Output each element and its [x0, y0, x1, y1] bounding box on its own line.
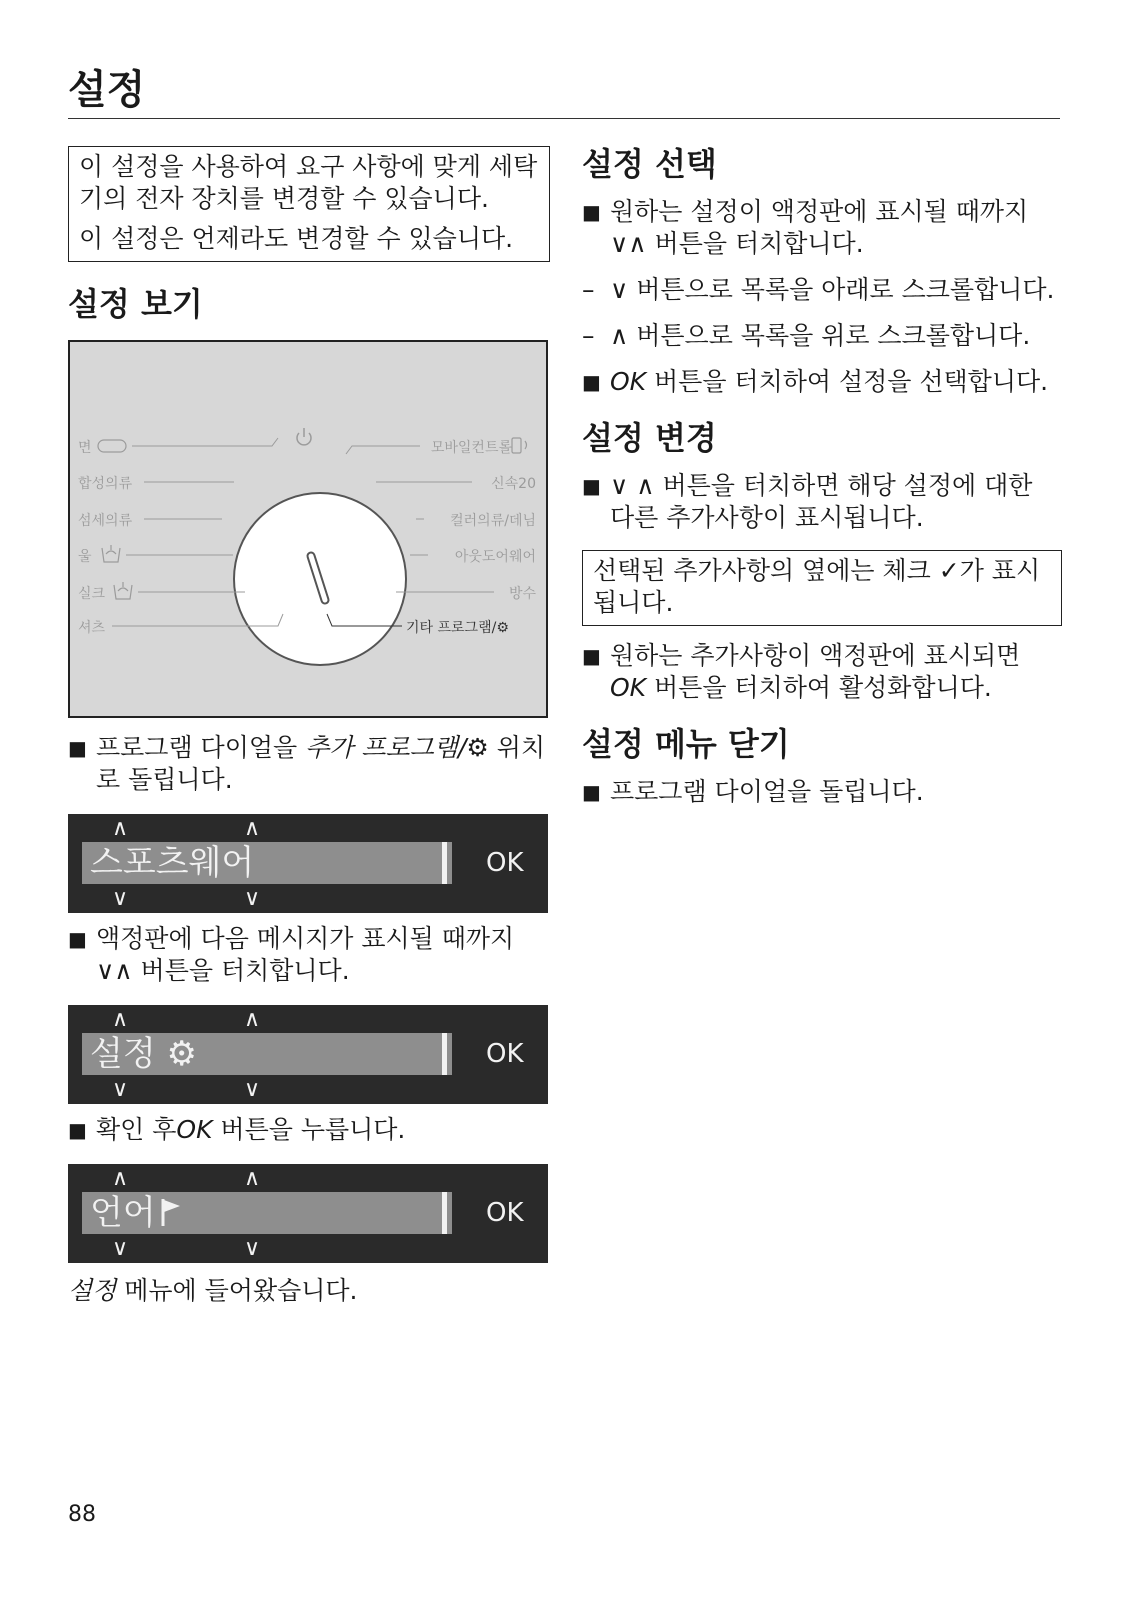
flag-icon: [160, 1197, 182, 1227]
panel-label-right-2: 신속20: [491, 476, 536, 492]
bullet: ■: [68, 927, 87, 951]
page-title: 설정: [68, 67, 146, 113]
silk-icon: [114, 582, 132, 599]
display-scroll: [442, 842, 447, 884]
phone-icon: [512, 438, 527, 453]
step-1: ■ 프로그램 다이얼을 추가 프로그램/⚙ 위치로 돌립니다.: [68, 733, 546, 794]
ok-button[interactable]: OK: [486, 1039, 524, 1069]
wool-icon: [102, 545, 120, 562]
select-item-1: ■ 원하는 설정이 액정판에 표시될 때까지 ∨∧ 버튼을 터치합니다.: [582, 197, 1029, 258]
display-3: [68, 1164, 548, 1263]
dash-bullet: –: [582, 321, 595, 350]
bullet: ■: [582, 200, 601, 224]
up-button-2[interactable]: ∧: [244, 1007, 261, 1032]
bullet: ■: [582, 644, 601, 668]
power-icon: [297, 428, 311, 445]
cotton-icon: [98, 440, 126, 452]
step-2: ■ 액정판에 다음 메시지가 표시될 때까지 ∨∧ 버튼을 터치합니다.: [68, 924, 515, 985]
ok-button[interactable]: OK: [486, 1198, 524, 1228]
display-scroll: [442, 1033, 447, 1075]
up-button-1[interactable]: ∧: [112, 816, 129, 841]
select-item-2: – ∨ 버튼으로 목록을 아래로 스크롤합니다.: [582, 275, 1055, 304]
panel-label-left-3: 섬세의류: [78, 513, 133, 529]
close-heading: 설정 메뉴 닫기: [582, 725, 790, 763]
check-note: 선택된 추가사항의 옆에는 체크 ✓가 표시됩니다.: [593, 556, 1041, 617]
panel-label-left-4: 울: [78, 549, 92, 565]
change-item-2: ■ 원하는 추가사항이 액정판에 표시되면 OK 버튼을 터치하여 활성화합니다.: [582, 641, 1021, 702]
select-item-3: – ∧ 버튼으로 목록을 위로 스크롤합니다.: [582, 321, 1031, 350]
select-heading: 설정 선택: [582, 145, 717, 183]
bullet: ■: [582, 780, 601, 804]
down-button-1[interactable]: ∨: [112, 886, 129, 911]
bullet: ■: [68, 736, 87, 760]
change-item-1: ■ ∨ ∧ 버튼을 터치하면 해당 설정에 대한 다른 추가사항이 표시됩니다.: [582, 471, 1033, 532]
closing-text: 설정 메뉴에 들어왔습니다.: [68, 1276, 358, 1305]
up-button-1[interactable]: ∧: [112, 1166, 129, 1191]
display-text: 스포츠웨어: [90, 843, 255, 883]
up-button-1[interactable]: ∧: [112, 1007, 129, 1032]
left-column: [68, 146, 550, 1307]
gear-icon: ⚙: [496, 620, 509, 636]
step-3: ■ 확인 후OK 버튼을 누릅니다.: [68, 1115, 406, 1144]
panel-label-left-5: 실크: [78, 586, 106, 602]
change-heading: 설정 변경: [582, 419, 717, 457]
down-button-1[interactable]: ∨: [112, 1236, 129, 1261]
up-button-2[interactable]: ∧: [244, 1166, 261, 1191]
intro-text-2: 이 설정은 언제라도 변경할 수 있습니다.: [79, 224, 514, 253]
panel-label-left-6: 셔츠: [78, 620, 106, 636]
panel-label-right-3: 컬러의류/데님: [450, 513, 536, 529]
panel-label-left-2: 합성의류: [78, 476, 133, 492]
down-button-2[interactable]: ∨: [244, 1236, 261, 1261]
right-column: [582, 144, 1062, 808]
bullet: ■: [582, 370, 601, 394]
title-rule: [68, 118, 1060, 119]
bullet: ■: [68, 1118, 87, 1142]
page-number: 88: [68, 1502, 96, 1527]
gear-icon: ⚙: [166, 1034, 197, 1074]
intro-text-1: 이 설정을 사용하여 요구 사항에 맞게 세탁기의 전자 장치를 변경할 수 있습니다.: [79, 152, 538, 213]
display-1: [68, 814, 548, 913]
down-button-2[interactable]: ∨: [244, 1077, 261, 1102]
check-note-box: [582, 550, 1062, 626]
display-scroll: [442, 1192, 447, 1234]
close-item-1: ■ 프로그램 다이얼을 돌립니다.: [582, 777, 924, 806]
panel-label-right-5: 방수: [508, 586, 536, 602]
down-button-1[interactable]: ∨: [112, 1077, 129, 1102]
down-button-2[interactable]: ∨: [244, 886, 261, 911]
control-panel: [68, 340, 548, 718]
panel-label-right-6: 기타 프로그램/⚙: [406, 620, 509, 636]
dash-bullet: –: [582, 275, 595, 304]
ok-button[interactable]: OK: [486, 848, 524, 878]
view-heading: 설정 보기: [68, 285, 203, 323]
up-button-2[interactable]: ∧: [244, 816, 261, 841]
bullet: ■: [582, 474, 601, 498]
display-2: [68, 1005, 548, 1104]
select-item-4: ■ OK 버튼을 터치하여 설정을 선택합니다.: [582, 367, 1049, 396]
panel-label-left-1: 면: [78, 440, 92, 456]
display-text: 설정 ⚙: [90, 1034, 197, 1074]
panel-label-right-4: 아웃도어웨어: [454, 549, 536, 565]
check-icon: ✓: [938, 556, 960, 585]
intro-box: [68, 146, 550, 262]
display-text: 언어: [90, 1190, 182, 1236]
gear-icon: ⚙: [466, 733, 489, 762]
panel-label-right-1: 모바일컨트롤: [430, 440, 512, 456]
